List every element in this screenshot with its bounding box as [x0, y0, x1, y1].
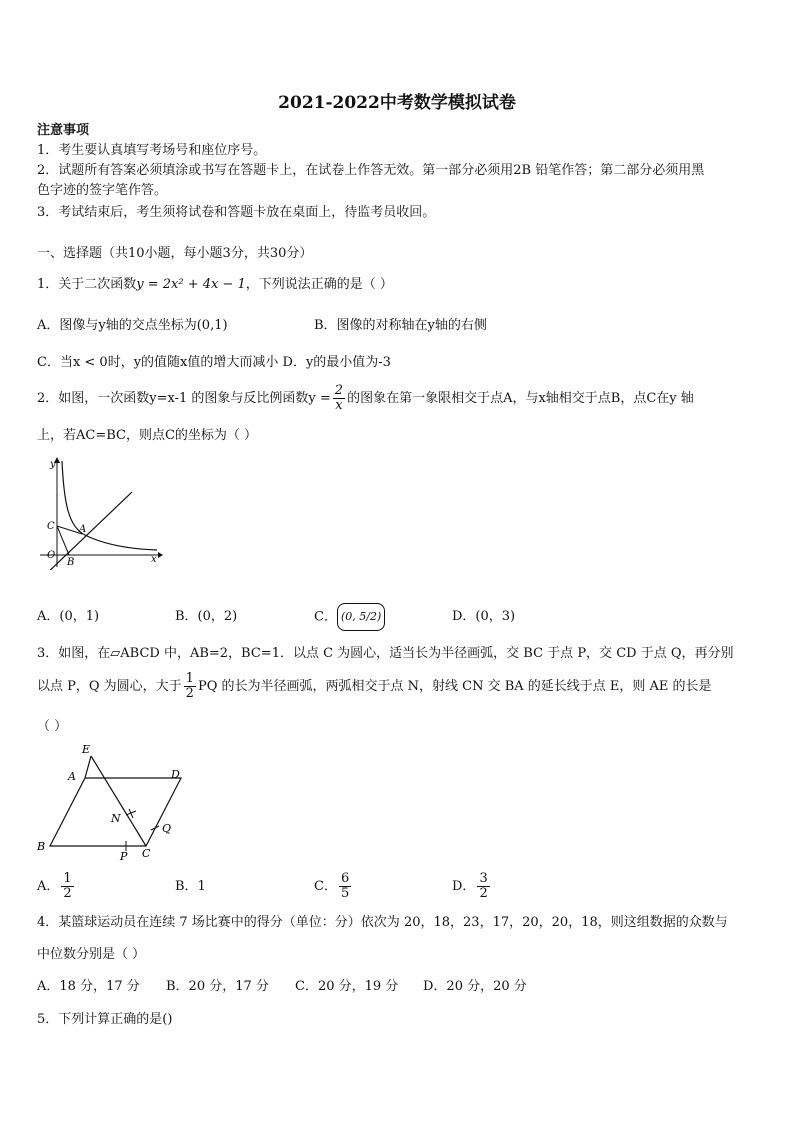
q4-option-d: D．20 分，20 分 — [423, 979, 527, 994]
q2-fig-label-b: B — [67, 557, 75, 568]
q3-figure — [32, 740, 192, 865]
q2-option-b: B．(0，2) — [175, 609, 238, 624]
q2-fig-label-o: O — [47, 550, 56, 561]
q2-option-c-value: (0, 5/2) — [337, 603, 385, 631]
section-heading: 一、选择题（共10小题，每小题3分，共30分） — [37, 246, 313, 261]
q2-frac-den: x — [335, 398, 343, 413]
q3-fig-label-q: Q — [162, 822, 172, 835]
q3-line2-pre: 以点 P，Q 为圆心，大于 — [37, 679, 182, 694]
q3-frac-num: 1 — [185, 671, 194, 686]
q1-formula: y = 2x² + 4x − 1 — [136, 277, 246, 292]
q2-line2: 上，若AC=BC，则点C的坐标为（ ） — [37, 428, 258, 443]
q4-line1: 4．某篮球运动员在连续 7 场比赛中的得分（单位：分）依次为 20，18，23，17，20，20，18，则这组数据的众数与 — [37, 915, 728, 930]
q3-option-a-label: A． — [37, 879, 60, 894]
q3-option-a-frac — [61, 872, 73, 901]
q3-option-d — [452, 868, 492, 906]
q3-option-a — [37, 868, 76, 906]
notice-item-3: 3．考试结束后，考生须将试卷和答题卡放在桌面上，待监考员收回。 — [37, 205, 436, 220]
q3-line3: （ ） — [37, 719, 68, 734]
q2-fraction — [333, 384, 345, 413]
q3-option-c — [314, 868, 353, 906]
q2-fig-label-c: C — [47, 521, 55, 532]
q2-line1-pre: 2．如图，一次函数y=x-1 的图象与反比例函数y = — [37, 391, 331, 406]
q2-option-a: A．(0，1) — [37, 609, 100, 624]
q3-option-b: B．1 — [175, 879, 206, 894]
q3-option-d-frac — [477, 872, 489, 901]
q3-option-c-frac — [339, 872, 351, 901]
q2-option-c — [314, 603, 385, 631]
q3-option-a-den: 2 — [63, 886, 72, 901]
q3-fig-label-b: B — [37, 840, 46, 853]
notice-item-2: 2．试题所有答案必须填涂或书写在答题卡上，在试卷上作答无效。第一部分必须用2B 铅笔作答；第二部分必须用黑 — [37, 163, 705, 178]
q2-option-d: D．(0，3) — [452, 609, 516, 624]
q1-stem — [37, 276, 393, 294]
q3-frac-den: 2 — [185, 686, 194, 701]
q3-option-d-den: 2 — [479, 886, 488, 901]
q3-fig-label-d: D — [171, 768, 180, 781]
notice-item-1: 1．考生要认真填写考场号和座位序号。 — [37, 143, 267, 158]
q3-fig-label-n: N — [111, 812, 121, 825]
page-title: 2021-2022中考数学模拟试卷 — [278, 93, 516, 113]
q2-line1 — [37, 384, 694, 414]
q3-option-c-label: C． — [314, 879, 337, 894]
q2-fig-label-a: A — [79, 524, 87, 535]
q2-fig-label-y: y — [50, 459, 56, 470]
q3-fig-label-c: C — [142, 847, 151, 860]
q3-option-c-num: 6 — [340, 871, 350, 886]
q3-line2-post: PQ 的长为半径画弧，两弧相交于点 N，射线 CN 交 BA 的延长线于点 E，则 AE 的长是 — [197, 679, 712, 694]
q4-option-c: C．20 分，19 分 — [295, 979, 399, 994]
q1-option-b: B．图像的对称轴在y轴的右侧 — [314, 318, 487, 333]
q4-option-b: B．20 分，17 分 — [166, 979, 269, 994]
q2-option-c-label: C． — [314, 609, 337, 625]
q2-frac-num: 2 — [334, 383, 344, 398]
q2-figure — [35, 455, 165, 570]
q3-fig-label-e: E — [82, 743, 91, 756]
q3-fraction — [184, 672, 196, 701]
q4-line2: 中位数分别是（ ） — [37, 947, 146, 962]
q3-option-d-label: D． — [452, 879, 476, 894]
q1-option-a: A．图像与y轴的交点坐标为(0,1) — [37, 318, 228, 333]
q1-option-cd: C．当x < 0时，y的值随x值的增大而减小 D．y的最小值为-3 — [37, 355, 391, 370]
q1-stem-pre: 1．关于二次函数 — [37, 277, 137, 292]
q2-fig-label-x: x — [151, 554, 157, 565]
q1-stem-post: ，下列说法正确的是（ ） — [245, 277, 393, 292]
notice-item-2-cont: 色字迹的签字笔作答。 — [37, 183, 168, 198]
q2-line1-post: 的图象在第一象限相交于点A，与x轴相交于点B，点C在y 轴 — [347, 391, 694, 406]
q3-option-d-num: 3 — [479, 871, 488, 886]
q3-fig-label-a: A — [68, 770, 76, 783]
q5-stem: 5．下列计算正确的是() — [37, 1012, 173, 1027]
q3-line2 — [37, 672, 712, 702]
notice-heading: 注意事项 — [37, 123, 90, 138]
q3-option-a-num: 1 — [63, 871, 72, 886]
q3-fig-label-p: P — [120, 850, 128, 863]
q3-option-c-den: 5 — [340, 886, 350, 901]
q3-line1: 3．如图，在▱ABCD 中，AB=2，BC=1．以点 C 为圆心，适当长为半径画弧，交 BC 于点 P，交 CD 于点 Q，再分别 — [37, 646, 734, 661]
q4-option-a: A．18 分，17 分 — [37, 979, 140, 994]
